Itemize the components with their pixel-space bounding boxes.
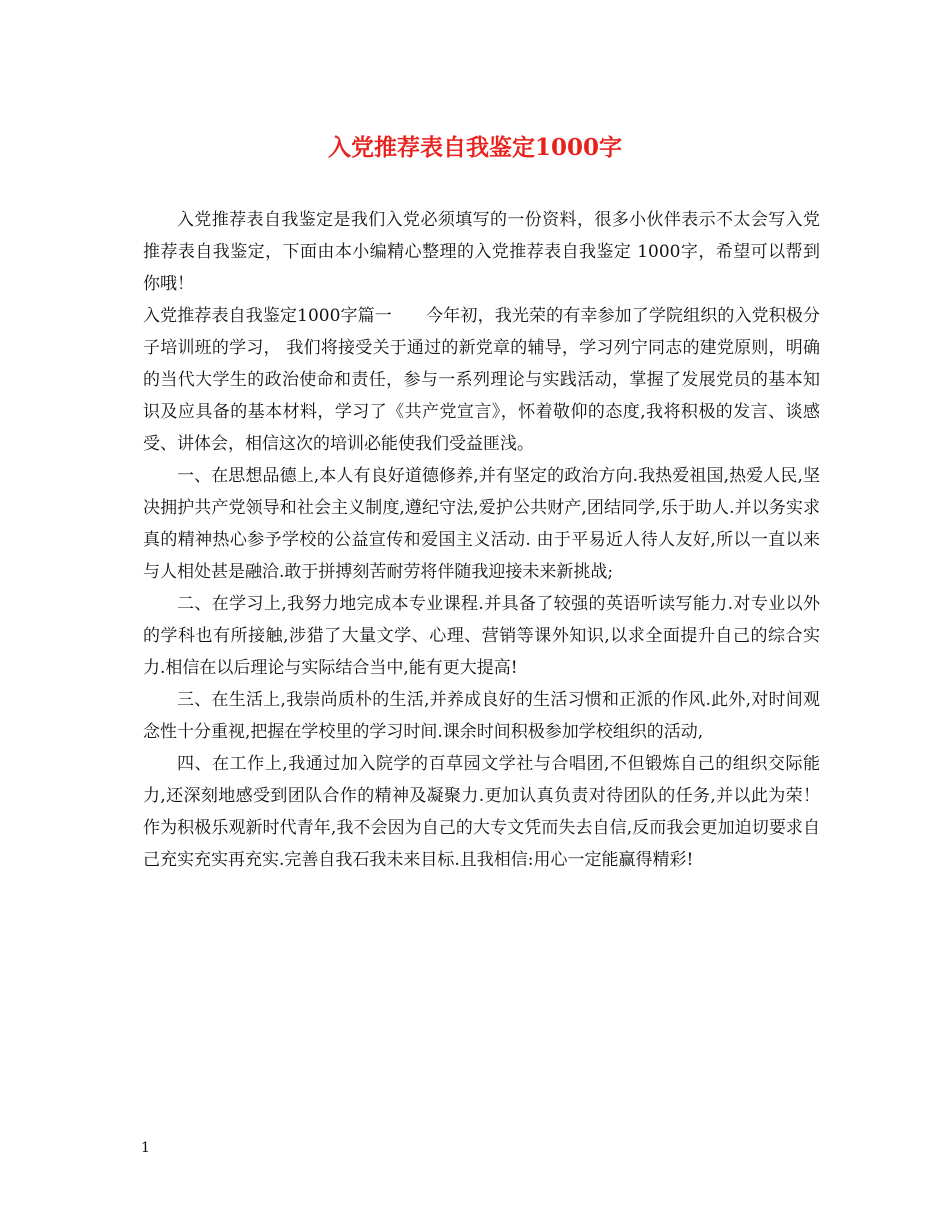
work-paragraph: 四、在工作上,我通过加入院学的百草园文学社与合唱团,不但锻炼自己的组织交际能力,还深刻地感受到团队合作的精神及凝聚力.更加认真负责对待团队的任务,并以此为荣！ 作为积极乐观新时代青年,我不会因为自己的大专文凭而失去自信,反而我会更加迫切要求自己充实充实再充实.完善自我石我未来目标.且我相信:用心一定能赢得精彩!: [143, 754, 820, 870]
moral-paragraph: 一、在思想品德上,本人有良好道德修养,并有坚定的政治方向.我热爱祖国,热爱人民,坚决拥护共产党领导和社会主义制度,遵纪守法,爱护公共财产,团结同学,乐于助人.并以务实求真的精神热心参予学校的公益宣传和爱国主义活动. 由于平易近人待人友好,所以一直以来与人相处甚是融洽.敢于拼搏刻苦耐劳将伴随我迎接未来新挑战;: [143, 466, 820, 582]
life-paragraph: 三、在生活上,我崇尚质朴的生活,并养成良好的生活习惯和正派的作风.此外,对时间观念性十分重视,把握在学校里的学习时间.课余时间积极参加学校组织的活动,: [143, 690, 820, 742]
study-paragraph: 二、在学习上,我努力地完成本专业课程.并具备了较强的英语听读写能力.对专业以外的学科也有所接触,涉猎了大量文学、心理、营销等课外知识,以求全面提升自己的综合实力.相信在以后理论与实际结合当中,能有更大提高!: [143, 594, 820, 678]
section-one-paragraph: 入党推荐表自我鉴定1000字篇一 今年初，我光荣的有幸参加了学院组织的入党积极分子培训班的学习， 我们将接受关于通过的新党章的辅导，学习列宁同志的建党原则，明确的当代大学生的政治使命和责任，参与一系列理论与实践活动，掌握了发展党员的基本知识及应具备的基本材料，学习了《共产党宣言》，怀着敬仰的态度,我将积极的发言、谈感受、讲体会，相信这次的培训必能使我们受益匪浅。: [143, 306, 820, 454]
page-number: 1: [141, 1140, 150, 1156]
document-body: [143, 204, 820, 876]
document-title: 入党推荐表自我鉴定1000字: [327, 134, 622, 161]
intro-paragraph: 入党推荐表自我鉴定是我们入党必须填写的一份资料，很多小伙伴表示不太会写入党推荐表自我鉴定，下面由本小编精心整理的入党推荐表自我鉴定 1000字，希望可以帮到你哦！: [143, 210, 820, 294]
